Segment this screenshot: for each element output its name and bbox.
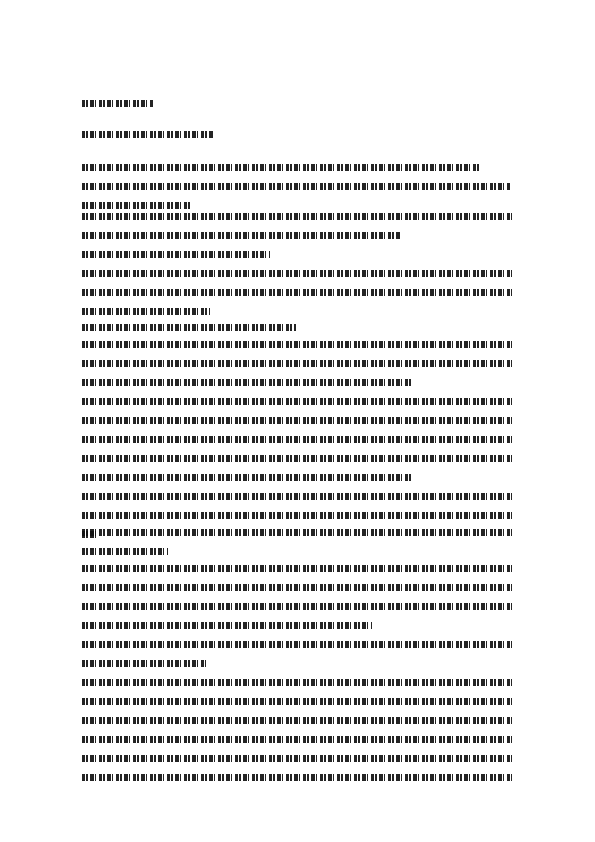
text-line <box>82 698 512 713</box>
text-line <box>82 360 512 375</box>
text-line <box>82 493 512 508</box>
text-line <box>82 774 512 789</box>
text-line <box>82 183 512 198</box>
doc-heading <box>82 96 512 115</box>
text-line <box>82 679 512 694</box>
text-line <box>82 436 512 451</box>
text-line <box>82 529 512 544</box>
paragraph-5 <box>82 561 512 789</box>
text-line <box>82 565 512 580</box>
paragraph-2 <box>82 209 512 323</box>
text-line <box>82 213 512 228</box>
doc-subheading <box>82 127 512 146</box>
paragraph-4 <box>82 525 512 563</box>
text-line <box>82 474 512 489</box>
text-line <box>82 641 512 656</box>
text-line <box>82 417 512 432</box>
text-line <box>82 289 512 304</box>
text-line <box>82 660 512 675</box>
heading-line-1 <box>82 100 512 115</box>
text-line <box>82 603 512 618</box>
text-line <box>82 584 512 599</box>
text-line <box>82 398 512 413</box>
text-line <box>82 755 512 770</box>
paragraph-3 <box>82 337 512 546</box>
text-line <box>82 251 512 266</box>
text-line <box>82 717 512 732</box>
text-line <box>82 455 512 470</box>
text-line <box>82 341 512 356</box>
text-line <box>82 379 512 394</box>
text-line <box>82 164 512 179</box>
text-line <box>82 736 512 751</box>
text-line <box>82 270 512 285</box>
subheading-line-1 <box>82 131 512 146</box>
text-line <box>82 622 512 637</box>
text-line <box>82 232 512 247</box>
